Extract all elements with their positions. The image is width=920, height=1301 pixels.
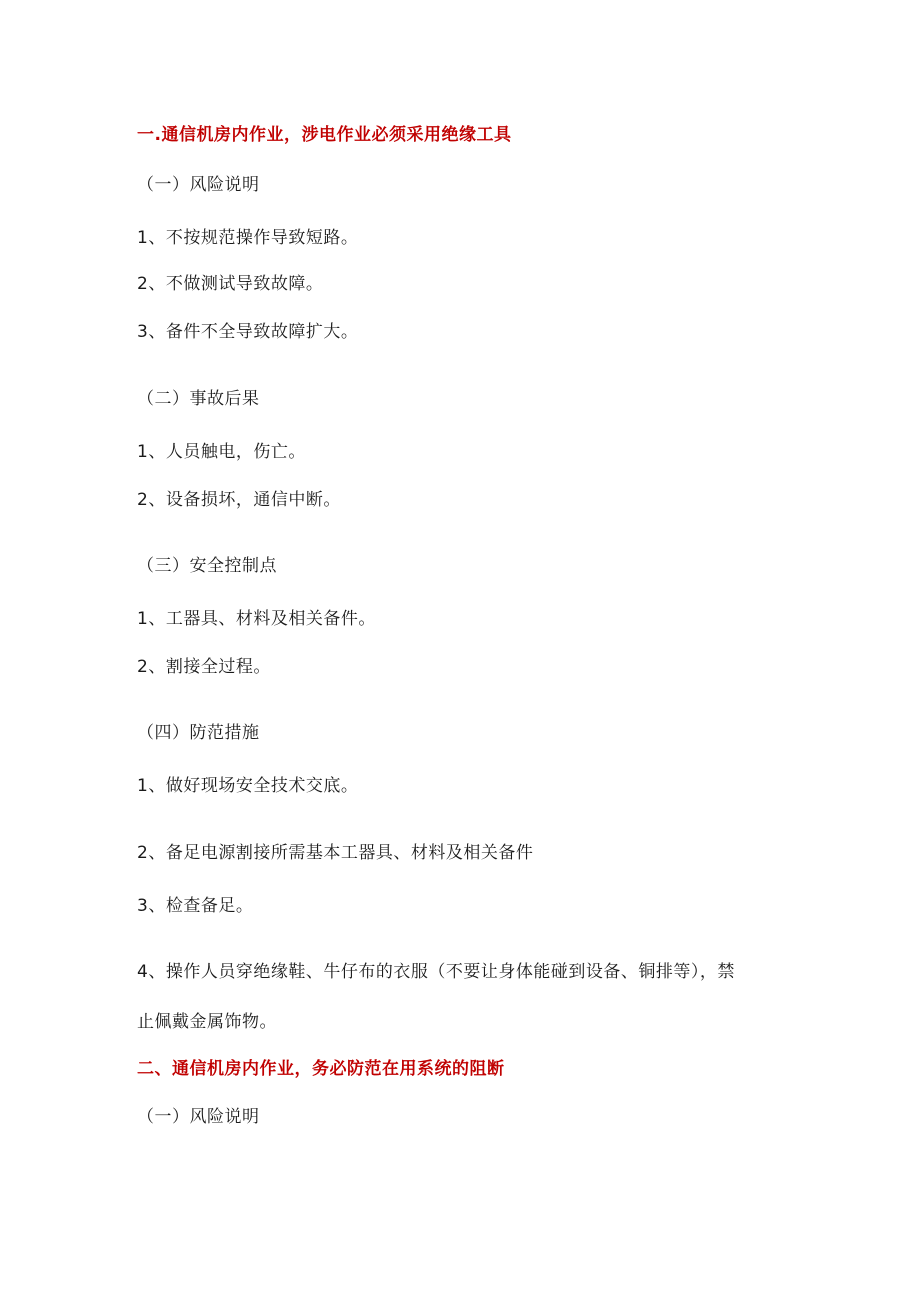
list-item: 1、做好现场安全技术交底。 <box>137 776 359 796</box>
list-item-continuation: 止佩戴金属饰物。 <box>137 1012 277 1032</box>
list-item: 1、不按规范操作导致短路。 <box>137 228 359 248</box>
list-item: 2、割接全过程。 <box>137 657 271 677</box>
subsection-heading: （三）安全控制点 <box>137 556 277 576</box>
subsection-heading: （四）防范措施 <box>137 723 260 743</box>
section-heading-2: 二、通信机房内作业，务必防范在用系统的阻断 <box>137 1059 505 1079</box>
list-item: 3、检查备足。 <box>137 896 254 916</box>
subsection-heading: （二）事故后果 <box>137 389 260 409</box>
list-item: 1、工器具、材料及相关备件。 <box>137 609 376 629</box>
list-item: 1、人员触电，伤亡。 <box>137 442 306 462</box>
list-item: 3、备件不全导致故障扩大。 <box>137 322 359 342</box>
section-heading-1: 一.通信机房内作业，涉电作业必须采用绝缘工具 <box>137 125 512 145</box>
list-item: 2、备足电源割接所需基本工器具、材料及相关备件 <box>137 843 534 863</box>
list-item: 2、不做测试导致故障。 <box>137 274 324 294</box>
subsection-heading: （一）风险说明 <box>137 175 260 195</box>
list-item: 4、操作人员穿绝缘鞋、牛仔布的衣服（不要让身体能碰到设备、铜排等），禁 <box>137 962 735 982</box>
list-item: 2、设备损坏，通信中断。 <box>137 490 341 510</box>
subsection-heading: （一）风险说明 <box>137 1107 260 1127</box>
